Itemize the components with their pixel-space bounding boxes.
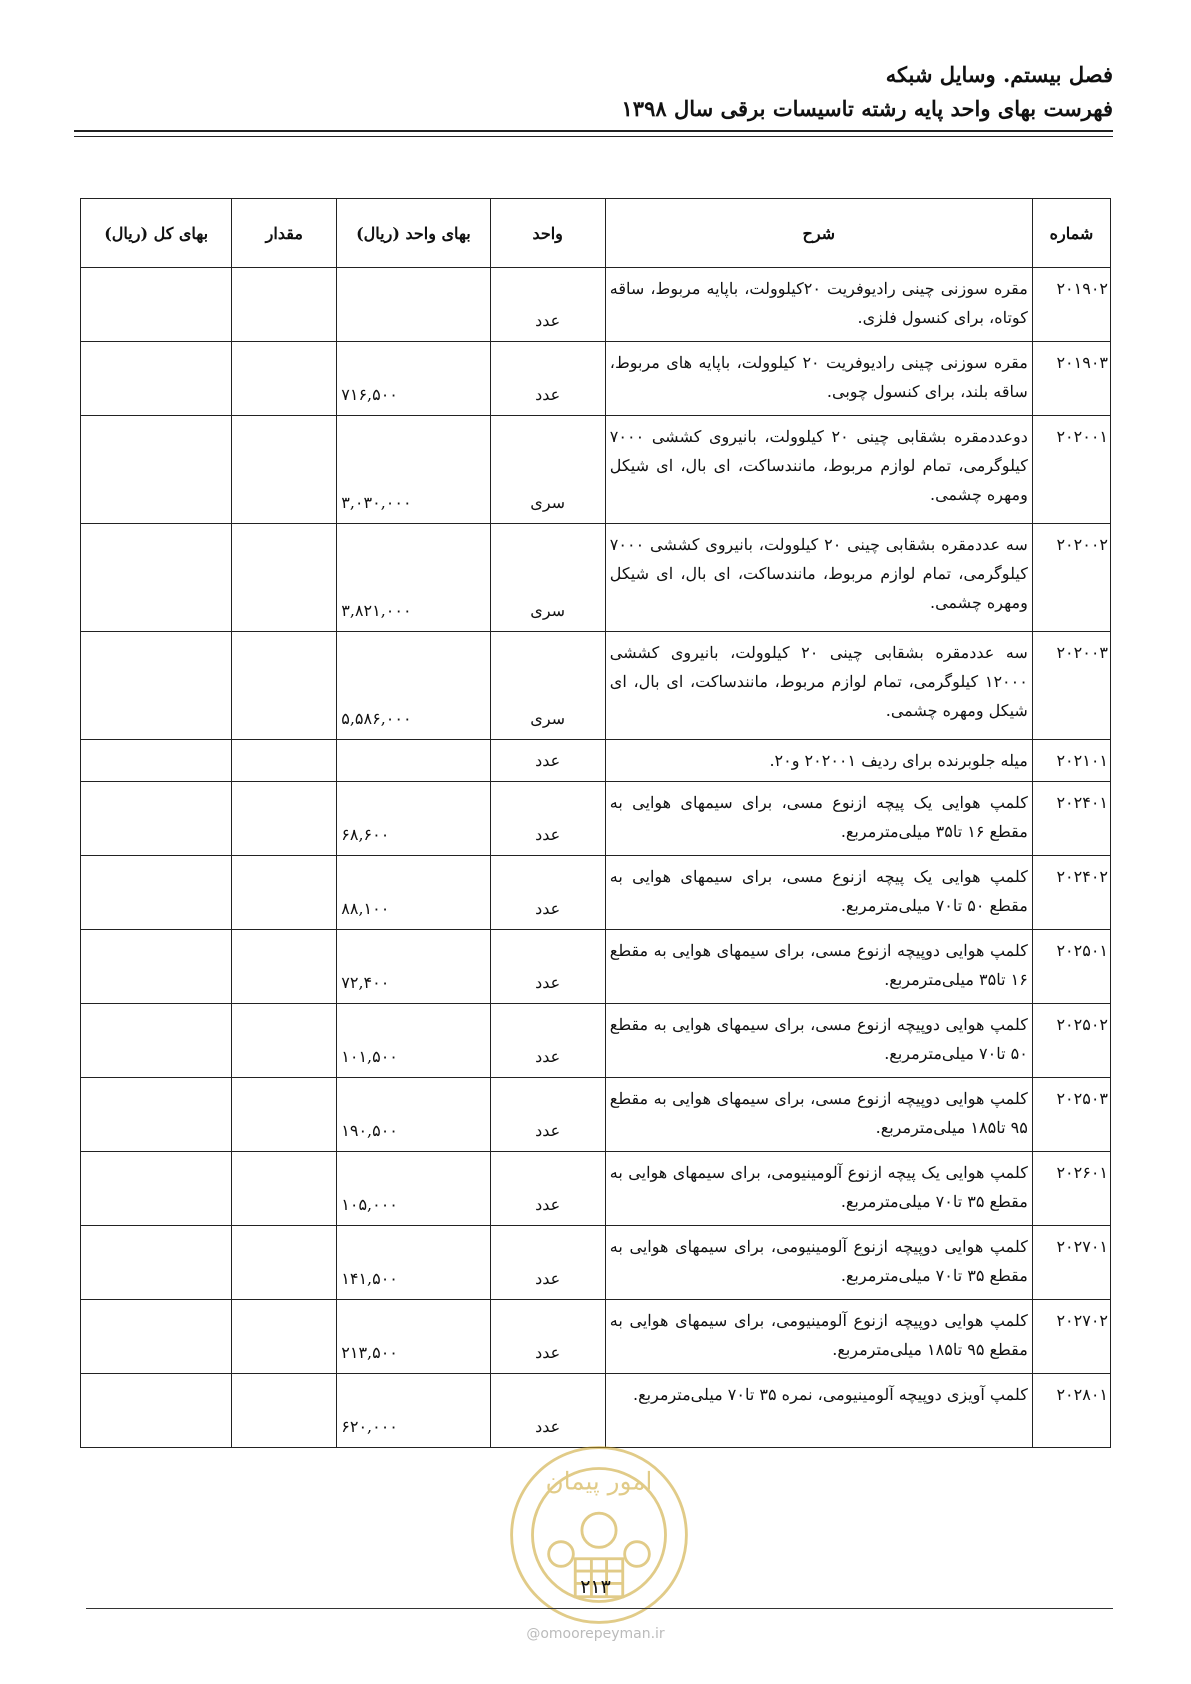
row-desc: سه عددمقره بشقابی چینی ۲۰ کیلوولت، بانیروی کششی ۷۰۰۰ کیلوگرمی، تمام لوازم مربوط، مانندساکت، ای بال، ای شیکل ومهره چشمی.: [605, 524, 1032, 632]
row-qty: [232, 632, 337, 740]
row-total: [81, 782, 232, 856]
row-unit: سری: [490, 524, 605, 632]
row-desc: کلمپ آویزی دوپیچه آلومینیومی، نمره ۳۵ تا۷۰ میلی‌مترمربع.: [605, 1374, 1032, 1448]
row-qty: [232, 930, 337, 1004]
row-qty: [232, 1300, 337, 1374]
row-total: [81, 632, 232, 740]
website-watermark: @omoorepeyman.ir: [526, 1626, 665, 1642]
row-total: [81, 1300, 232, 1374]
col-header-total: بهای کل (ریال): [81, 199, 232, 268]
row-total: [81, 740, 232, 782]
row-code: ۲۰۲۰۰۱: [1032, 416, 1110, 524]
row-code: ۲۰۲۵۰۲: [1032, 1004, 1110, 1078]
row-qty: [232, 1004, 337, 1078]
row-unit: عدد: [490, 1004, 605, 1078]
table-row: [81, 1374, 1111, 1448]
row-unit-price: ۸۸,۱۰۰: [337, 856, 490, 930]
row-code: ۲۰۲۵۰۳: [1032, 1078, 1110, 1152]
row-total: [81, 856, 232, 930]
page-number: ۲۱۳: [580, 1576, 611, 1598]
row-total: [81, 1078, 232, 1152]
price-table: [80, 198, 1111, 1448]
row-qty: [232, 416, 337, 524]
row-qty: [232, 268, 337, 342]
row-desc: مقره سوزنی چینی رادیوفریت ۲۰کیلوولت، باپایه مربوط، ساقه کوتاه، برای کنسول فلزی.: [605, 268, 1032, 342]
table-row: [81, 1152, 1111, 1226]
row-unit-price: ۱۴۱,۵۰۰: [337, 1226, 490, 1300]
chapter-title: فصل بیستم. وسایل شبکه: [885, 62, 1113, 87]
row-unit-price: [337, 740, 490, 782]
col-header-unit: واحد: [490, 199, 605, 268]
row-unit-price: ۷۲,۴۰۰: [337, 930, 490, 1004]
row-unit-price: ۵,۵۸۶,۰۰۰: [337, 632, 490, 740]
row-qty: [232, 1374, 337, 1448]
row-unit-price: ۱۰۱,۵۰۰: [337, 1004, 490, 1078]
table-row: [81, 782, 1111, 856]
header-rule-thin: [74, 136, 1113, 137]
footer-rule: [86, 1608, 1113, 1609]
row-code: ۲۰۲۰۰۲: [1032, 524, 1110, 632]
page-header: [74, 58, 1113, 126]
row-unit: عدد: [490, 930, 605, 1004]
row-unit: عدد: [490, 268, 605, 342]
row-code: ۲۰۲۸۰۱: [1032, 1374, 1110, 1448]
row-unit: سری: [490, 416, 605, 524]
row-total: [81, 1004, 232, 1078]
row-total: [81, 1152, 232, 1226]
table-row: [81, 416, 1111, 524]
row-desc: سه عددمقره بشقابی چینی ۲۰ کیلوولت، بانیروی کششی ۱۲۰۰۰ کیلوگرمی، تمام لوازم مربوط، مانندساکت، ای بال، ای شیکل ومهره چشمی.: [605, 632, 1032, 740]
row-code: ۲۰۲۵۰۱: [1032, 930, 1110, 1004]
document-subtitle: فهرست بهای واحد پایه رشته تاسیسات برقی سال ۱۳۹۸: [621, 96, 1113, 121]
row-qty: [232, 1078, 337, 1152]
table-row: [81, 342, 1111, 416]
row-unit-price: ۲۱۳,۵۰۰: [337, 1300, 490, 1374]
row-unit: عدد: [490, 782, 605, 856]
col-header-unit-price: بهای واحد (ریال): [337, 199, 490, 268]
table-row: [81, 268, 1111, 342]
row-code: ۲۰۲۴۰۱: [1032, 782, 1110, 856]
row-unit-price: ۳,۰۳۰,۰۰۰: [337, 416, 490, 524]
row-total: [81, 416, 232, 524]
row-code: ۲۰۲۱۰۱: [1032, 740, 1110, 782]
row-qty: [232, 856, 337, 930]
row-total: [81, 268, 232, 342]
row-unit-price: ۱۹۰,۵۰۰: [337, 1078, 490, 1152]
row-code: ۲۰۲۷۰۲: [1032, 1300, 1110, 1374]
row-unit-price: ۶۸,۶۰۰: [337, 782, 490, 856]
col-header-code: شماره: [1032, 199, 1110, 268]
col-header-qty: مقدار: [232, 199, 337, 268]
row-unit: عدد: [490, 1374, 605, 1448]
row-desc: میله جلوبرنده برای ردیف ۲۰۲۰۰۱ و۲۰.: [605, 740, 1032, 782]
table-row: [81, 1078, 1111, 1152]
row-unit: عدد: [490, 342, 605, 416]
row-qty: [232, 1152, 337, 1226]
table-row: [81, 1004, 1111, 1078]
row-unit-price: ۳,۸۲۱,۰۰۰: [337, 524, 490, 632]
row-unit-price: [337, 268, 490, 342]
table-header-row: [81, 199, 1111, 268]
table-row: [81, 632, 1111, 740]
row-code: ۲۰۲۷۰۱: [1032, 1226, 1110, 1300]
row-total: [81, 1374, 232, 1448]
row-unit: عدد: [490, 1078, 605, 1152]
row-desc: کلمپ هوایی دوپیچه ازنوع مسی، برای سیمهای هوایی به مقطع ۱۶ تا۳۵ میلی‌مترمربع.: [605, 930, 1032, 1004]
row-unit-price: ۱۰۵,۰۰۰: [337, 1152, 490, 1226]
row-desc: دوعددمقره بشقابی چینی ۲۰ کیلوولت، بانیروی کششی ۷۰۰۰ کیلوگرمی، تمام لوازم مربوط، مانندساکت، ای بال، ای شیکل ومهره چشمی.: [605, 416, 1032, 524]
row-total: [81, 524, 232, 632]
row-unit: عدد: [490, 1226, 605, 1300]
table-row: [81, 740, 1111, 782]
watermark-text: امور پیمان: [545, 1466, 653, 1496]
row-desc: کلمپ هوایی یک پیچه ازنوع مسی، برای سیمهای هوایی به مقطع ۱۶ تا۳۵ میلی‌مترمربع.: [605, 782, 1032, 856]
row-desc: کلمپ هوایی یک پیچه ازنوع آلومینیومی، برای سیمهای هوایی به مقطع ۳۵ تا۷۰ میلی‌مترمربع.: [605, 1152, 1032, 1226]
row-total: [81, 930, 232, 1004]
row-unit: عدد: [490, 1300, 605, 1374]
row-qty: [232, 740, 337, 782]
row-qty: [232, 782, 337, 856]
row-total: [81, 342, 232, 416]
row-code: ۲۰۱۹۰۳: [1032, 342, 1110, 416]
table-row: [81, 856, 1111, 930]
row-desc: کلمپ هوایی دوپیچه ازنوع مسی، برای سیمهای هوایی به مقطع ۹۵ تا۱۸۵ میلی‌مترمربع.: [605, 1078, 1032, 1152]
row-unit-price: ۷۱۶,۵۰۰: [337, 342, 490, 416]
row-unit-price: ۶۲۰,۰۰۰: [337, 1374, 490, 1448]
row-unit: عدد: [490, 740, 605, 782]
header-rule-thick: [74, 130, 1113, 132]
row-total: [81, 1226, 232, 1300]
row-qty: [232, 1226, 337, 1300]
row-desc: کلمپ هوایی دوپیچه ازنوع آلومینیومی، برای سیمهای هوایی به مقطع ۳۵ تا۷۰ میلی‌مترمربع.: [605, 1226, 1032, 1300]
row-code: ۲۰۱۹۰۲: [1032, 268, 1110, 342]
row-code: ۲۰۲۰۰۳: [1032, 632, 1110, 740]
row-unit: سری: [490, 632, 605, 740]
row-unit: عدد: [490, 856, 605, 930]
row-desc: مقره سوزنی چینی رادیوفریت ۲۰ کیلوولت، باپایه های مربوط، ساقه بلند، برای کنسول چوبی.: [605, 342, 1032, 416]
seal-watermark-icon: [504, 1440, 694, 1630]
row-code: ۲۰۲۴۰۲: [1032, 856, 1110, 930]
table-row: [81, 524, 1111, 632]
row-desc: کلمپ هوایی دوپیچه ازنوع آلومینیومی، برای سیمهای هوایی به مقطع ۹۵ تا۱۸۵ میلی‌مترمربع.: [605, 1300, 1032, 1374]
row-desc: کلمپ هوایی یک پیچه ازنوع مسی، برای سیمهای هوایی به مقطع ۵۰ تا۷۰ میلی‌مترمربع.: [605, 856, 1032, 930]
row-desc: کلمپ هوایی دوپیچه ازنوع مسی، برای سیمهای هوایی به مقطع ۵۰ تا۷۰ میلی‌مترمربع.: [605, 1004, 1032, 1078]
row-qty: [232, 342, 337, 416]
row-qty: [232, 524, 337, 632]
row-code: ۲۰۲۶۰۱: [1032, 1152, 1110, 1226]
table-row: [81, 930, 1111, 1004]
table-row: [81, 1226, 1111, 1300]
col-header-desc: شرح: [605, 199, 1032, 268]
row-unit: عدد: [490, 1152, 605, 1226]
table-row: [81, 1300, 1111, 1374]
